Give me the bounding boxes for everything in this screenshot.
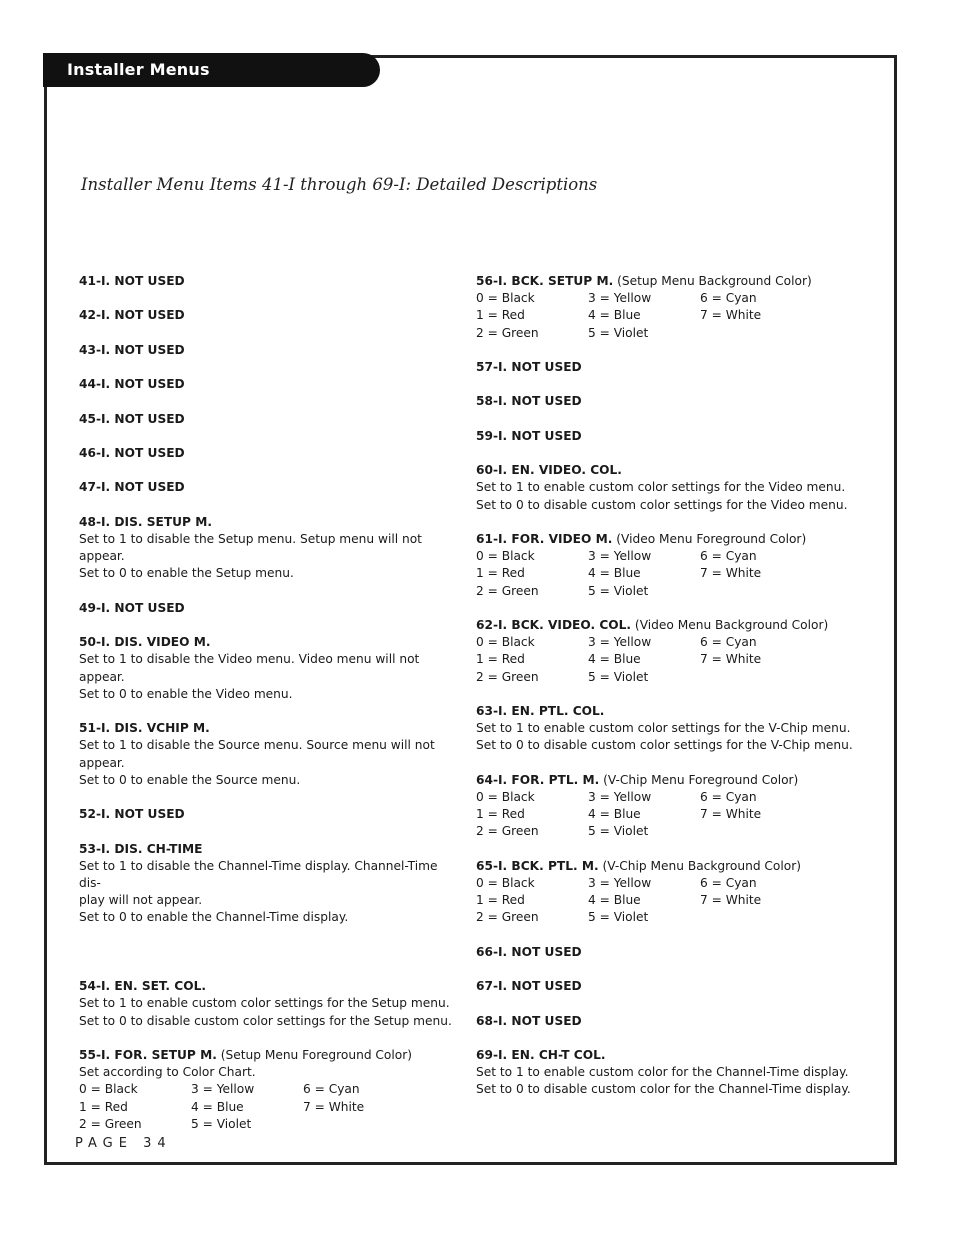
color-option: 5 = Violet [588, 583, 649, 598]
menu-item-51-i [79, 720, 459, 789]
item-heading [476, 944, 856, 961]
item-title: 52-I. NOT USED [79, 807, 185, 822]
menu-item-47-i [79, 479, 459, 496]
menu-item-52-i [79, 806, 459, 823]
item-heading [79, 376, 459, 393]
color-option: 4 = Blue [588, 308, 641, 323]
item-heading [79, 1047, 459, 1064]
item-title: 65-I. BCK. PTL. M. [476, 858, 599, 873]
color-option: 7 = White [700, 308, 762, 323]
color-option: 5 = Violet [191, 1116, 252, 1131]
item-heading [476, 393, 856, 410]
item-heading [476, 428, 856, 445]
item-description-line: Set to 0 to enable the Source menu. [79, 772, 301, 787]
color-option: 6 = Cyan [700, 291, 757, 306]
item-heading [79, 634, 459, 651]
item-title: 41-I. NOT USED [79, 274, 185, 288]
item-title: 51-I. DIS. VCHIP M. [79, 721, 210, 736]
item-description-line: Set to 1 to disable the Source menu. Source menu will not [79, 738, 435, 753]
item-title: 61-I. FOR. VIDEO M. [476, 531, 613, 546]
menu-item-55-i [79, 1047, 459, 1133]
item-description-line: Set to 0 to enable the Video menu. [79, 686, 293, 701]
page-heading: Installer Menu Items 41-I through 69-I: Detailed Descriptions [81, 175, 598, 194]
color-option: 1 = Red [476, 566, 525, 581]
spacer [79, 944, 459, 978]
item-heading [79, 479, 459, 496]
item-description-line: Set to 0 to enable the Channel-Time display. [79, 910, 349, 925]
menu-item-49-i [79, 600, 459, 617]
item-heading [476, 359, 856, 376]
item-title: 69-I. EN. CH-T COL. [476, 1047, 606, 1062]
color-option: 3 = Yellow [588, 549, 652, 564]
item-heading [476, 531, 856, 548]
item-description-line: Set to 0 to disable custom color settings for the Setup menu. [79, 1013, 452, 1028]
item-heading [79, 273, 459, 290]
item-title: 54-I. EN. SET. COL. [79, 979, 206, 994]
item-heading [476, 858, 856, 875]
color-option: 3 = Yellow [588, 789, 652, 804]
color-option: 2 = Green [476, 824, 539, 839]
color-option: 1 = Red [476, 652, 525, 667]
color-option: 6 = Cyan [303, 1082, 360, 1097]
item-heading [476, 273, 856, 290]
item-note: (Video Menu Foreground Color) [612, 531, 807, 546]
menu-item-65-i [476, 858, 856, 927]
item-title: 49-I. NOT USED [79, 600, 185, 615]
item-heading [476, 978, 856, 995]
item-note: (Setup Menu Foreground Color) [216, 1047, 412, 1062]
item-note: (V-Chip Menu Foreground Color) [599, 772, 799, 787]
item-title: 68-I. NOT USED [476, 1013, 582, 1028]
color-option: 0 = Black [476, 635, 535, 650]
color-option: 1 = Red [79, 1099, 128, 1114]
item-description-line: Set to 1 to enable custom color settings for the V-Chip menu. [476, 721, 851, 736]
item-note: (Video Menu Background Color) [631, 617, 829, 632]
menu-item-44-i [79, 376, 459, 393]
menu-item-60-i [476, 462, 856, 514]
item-title: 64-I. FOR. PTL. M. [476, 772, 600, 787]
color-chart [476, 875, 856, 927]
color-option: 7 = White [700, 807, 762, 822]
item-heading [79, 841, 459, 858]
item-heading [476, 1013, 856, 1030]
item-title: 50-I. DIS. VIDEO M. [79, 635, 211, 650]
color-option: 6 = Cyan [700, 875, 757, 890]
item-title: 59-I. NOT USED [476, 428, 582, 443]
item-description-line: appear. [79, 755, 125, 770]
color-option: 7 = White [700, 893, 762, 908]
color-option: 4 = Blue [588, 652, 641, 667]
item-heading [476, 1047, 856, 1064]
item-heading [79, 411, 459, 428]
item-description-line: Set to 1 to enable custom color settings for the Video menu. [476, 480, 846, 495]
item-description-line: Set to 1 to enable custom color for the Channel-Time display. [476, 1065, 849, 1080]
color-option: 6 = Cyan [700, 789, 757, 804]
menu-item-64-i [476, 772, 856, 841]
item-title: 47-I. NOT USED [79, 480, 185, 495]
color-option: 4 = Blue [588, 566, 641, 581]
item-heading [476, 772, 856, 789]
item-heading [79, 514, 459, 531]
item-heading [476, 462, 856, 479]
menu-item-56-i [476, 273, 856, 342]
color-option: 0 = Black [79, 1082, 138, 1097]
color-option: 0 = Black [476, 875, 535, 890]
menu-item-68-i [476, 1013, 856, 1030]
menu-item-41-i [79, 273, 459, 290]
color-chart [476, 290, 856, 342]
item-heading [79, 720, 459, 737]
item-title: 48-I. DIS. SETUP M. [79, 514, 212, 529]
item-heading [79, 307, 459, 324]
item-description-line: Set to 1 to enable custom color settings for the Setup menu. [79, 996, 450, 1011]
color-option: 2 = Green [476, 669, 539, 684]
color-option: 2 = Green [476, 325, 539, 340]
color-option: 2 = Green [79, 1116, 142, 1131]
color-option: 5 = Violet [588, 669, 649, 684]
item-title: 42-I. NOT USED [79, 308, 185, 323]
item-heading [79, 806, 459, 823]
menu-item-69-i [476, 1047, 856, 1099]
item-title: 44-I. NOT USED [79, 377, 185, 392]
item-title: 43-I. NOT USED [79, 342, 185, 357]
menu-item-42-i [79, 307, 459, 324]
item-heading [79, 445, 459, 462]
color-option: 4 = Blue [588, 807, 641, 822]
item-description-line: Set to 1 to disable the Video menu. Video menu will not appear. [79, 652, 424, 684]
color-chart [476, 634, 856, 686]
item-heading [476, 617, 856, 634]
item-description-line: play will not appear. [79, 893, 203, 908]
menu-item-63-i [476, 703, 856, 755]
item-title: 63-I. EN. PTL. COL. [476, 703, 605, 718]
menu-item-50-i [79, 634, 459, 703]
item-title: 62-I. BCK. VIDEO. COL. [476, 617, 632, 632]
color-option: 5 = Violet [588, 824, 649, 839]
color-option: 3 = Yellow [191, 1082, 255, 1097]
menu-item-54-i [79, 978, 459, 1030]
menu-item-66-i [476, 944, 856, 961]
color-option: 6 = Cyan [700, 549, 757, 564]
color-option: 6 = Cyan [700, 635, 757, 650]
color-chart [79, 1081, 459, 1133]
color-option: 0 = Black [476, 789, 535, 804]
menu-item-58-i [476, 393, 856, 410]
color-option: 0 = Black [476, 549, 535, 564]
item-title: 55-I. FOR. SETUP M. [79, 1047, 217, 1062]
color-option: 1 = Red [476, 308, 525, 323]
color-option: 3 = Yellow [588, 875, 652, 890]
item-description-line: Set according to Color Chart. [79, 1065, 256, 1080]
color-option: 0 = Black [476, 291, 535, 306]
item-heading [79, 600, 459, 617]
color-option: 2 = Green [476, 910, 539, 925]
right-column [476, 273, 856, 1116]
item-title: 45-I. NOT USED [79, 411, 185, 426]
menu-item-61-i [476, 531, 856, 600]
menu-item-59-i [476, 428, 856, 445]
color-option: 5 = Violet [588, 910, 649, 925]
color-option: 3 = Yellow [588, 635, 652, 650]
item-description-line: Set to 0 to enable the Setup menu. [79, 566, 294, 581]
item-title: 58-I. NOT USED [476, 394, 582, 409]
color-option: 7 = White [700, 652, 762, 667]
section-title: Installer Menus [67, 60, 210, 79]
color-option: 4 = Blue [191, 1099, 244, 1114]
item-heading [79, 978, 459, 995]
item-heading [476, 703, 856, 720]
menu-item-57-i [476, 359, 856, 376]
item-title: 57-I. NOT USED [476, 360, 582, 374]
item-note: (Setup Menu Background Color) [613, 274, 812, 288]
item-description-line: Set to 0 to disable custom color settings for the V-Chip menu. [476, 738, 853, 753]
color-option: 2 = Green [476, 583, 539, 598]
menu-item-43-i [79, 342, 459, 359]
menu-item-48-i [79, 514, 459, 583]
item-heading [79, 342, 459, 359]
color-option: 7 = White [700, 566, 762, 581]
item-title: 66-I. NOT USED [476, 944, 582, 959]
color-option: 4 = Blue [588, 893, 641, 908]
item-description-line: Set to 0 to disable custom color settings for the Video menu. [476, 497, 848, 512]
item-description-line: Set to 1 to disable the Setup menu. Setup menu will not appear. [79, 531, 426, 564]
color-option: 3 = Yellow [588, 291, 652, 306]
menu-item-46-i [79, 445, 459, 462]
item-title: 67-I. NOT USED [476, 979, 582, 994]
item-title: 46-I. NOT USED [79, 445, 185, 460]
page-number: PAGE 34 [75, 1136, 172, 1151]
item-description-line: Set to 1 to disable the Channel-Time display. Channel-Time dis- [79, 858, 442, 890]
item-description-line: Set to 0 to disable custom color for the Channel-Time display. [476, 1082, 851, 1097]
item-note: (V-Chip Menu Background Color) [598, 858, 801, 873]
item-title: 56-I. BCK. SETUP M. [476, 274, 614, 288]
item-title: 60-I. EN. VIDEO. COL. [476, 463, 622, 478]
color-option: 1 = Red [476, 893, 525, 908]
color-option: 5 = Violet [588, 325, 649, 340]
item-title: 53-I. DIS. CH-TIME [79, 841, 203, 856]
color-chart [476, 789, 856, 841]
menu-item-62-i [476, 617, 856, 686]
menu-item-67-i [476, 978, 856, 995]
left-column [79, 273, 459, 1150]
color-chart [476, 548, 856, 600]
color-option: 1 = Red [476, 807, 525, 822]
color-option: 7 = White [303, 1099, 365, 1114]
menu-item-53-i [79, 841, 459, 927]
menu-item-45-i [79, 411, 459, 428]
